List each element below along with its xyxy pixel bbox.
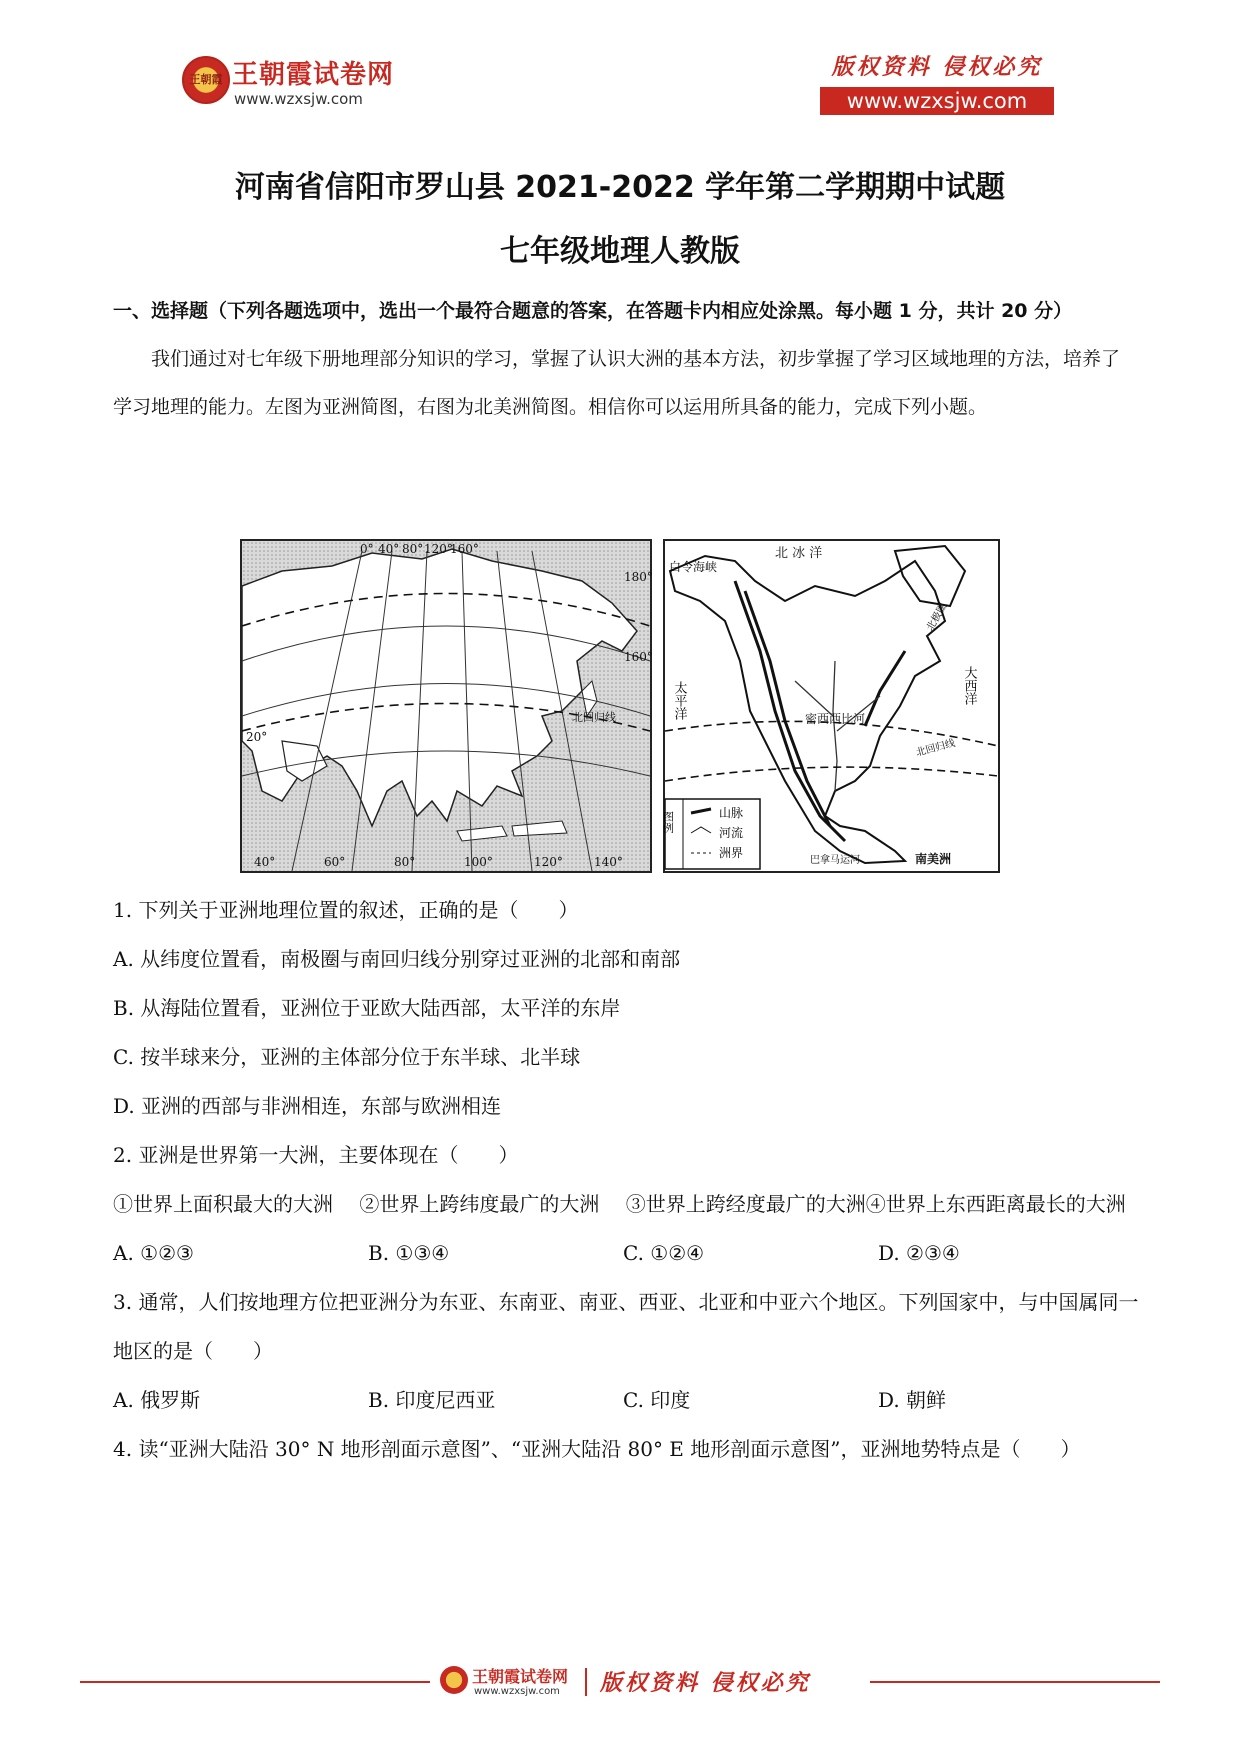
footer-url[interactable]: www.wzxsjw.com [474, 1686, 560, 1697]
label-mississippi: 密西西比河 [805, 712, 866, 726]
asia-top-label: 0° [360, 542, 374, 556]
seal-icon [440, 1666, 468, 1694]
asia-map-svg [242, 541, 653, 871]
section-heading: 一、选择题（下列各题选项中，选出一个最符合题意的答案，在答题卡内相应处涂黑。每小题 1 分，共计 20 分） [113, 300, 1073, 322]
footer-line-left [80, 1681, 430, 1683]
option-c[interactable]: C. 按半球来分，亚洲的主体部分位于东半球、北半球 [113, 1045, 581, 1069]
brand-name: 王朝霞试卷网 [232, 60, 395, 90]
asia-bottom-label: 80° [394, 855, 416, 869]
asia-top-label: 120° [424, 542, 453, 556]
option-d[interactable]: D. 朝鲜 [878, 1388, 947, 1412]
brand-url[interactable]: www.wzxsjw.com [234, 90, 363, 108]
asia-bottom-label: 60° [324, 855, 346, 869]
label-south-america: 南美洲 [915, 852, 952, 866]
asia-left-label: 20° [246, 730, 268, 744]
options-row [113, 1229, 1143, 1278]
questions [113, 886, 1143, 1474]
asia-map [240, 539, 652, 873]
legend-item: 洲界 [719, 846, 744, 860]
footer-divider [585, 1668, 587, 1696]
question-stem: 2. 亚洲是世界第一大洲，主要体现在（ ） [113, 1143, 519, 1167]
label-tropic: 北回归线 [914, 737, 957, 759]
legend-title: 图例 [661, 811, 675, 833]
option-a[interactable]: A. 俄罗斯 [113, 1388, 201, 1412]
question-stem: 4. 读“亚洲大陆沿 30° N 地形剖面示意图”、“亚洲大陆沿 80° E 地形剖面示意图”，亚洲地势特点是（ ） [113, 1437, 1081, 1461]
footer-line-right [870, 1681, 1160, 1683]
asia-bottom-label: 40° [254, 855, 276, 869]
label-arctic-circle: 北极圈 [924, 601, 950, 633]
option-b[interactable]: B. ①③④ [368, 1241, 450, 1265]
question-stem: 1. 下列关于亚洲地理位置的叙述，正确的是（ ） [113, 898, 579, 922]
seal-icon: 王朝霞 [182, 56, 230, 104]
label-panama: 巴拿马运河 [810, 855, 860, 866]
asia-tropic-label: 北回归线 [572, 711, 616, 724]
page-subtitle: 七年级地理人教版 [500, 234, 740, 269]
map-legend [662, 799, 761, 869]
option-a[interactable]: A. 从纬度位置看，南极圈与南回归线分别穿过亚洲的北部和南部 [113, 947, 681, 971]
asia-bottom-label: 120° [534, 855, 563, 869]
header-logo[interactable] [182, 54, 412, 114]
section-intro [113, 287, 1133, 431]
label-pacific: 太平洋 [671, 681, 687, 720]
legend-item: 山脉 [719, 806, 744, 820]
intro-paragraph: 我们通过对七年级下册地理部分知识的学习，掌握了认识大洲的基本方法，初步掌握了学习区域地理的方法，培养了学习地理的能力。左图为亚洲简图，右图为北美洲简图。相信你可以运用所具备的能力，完成下列小题。 [113, 348, 1121, 418]
page-title: 河南省信阳市罗山县 2021-2022 学年第二学期期中试题 [234, 170, 1006, 205]
question-4 [113, 1425, 1143, 1474]
asia-top-label: 160° [450, 542, 479, 556]
option-b[interactable]: B. 印度尼西亚 [368, 1388, 496, 1412]
asia-right-label: 180° [624, 570, 653, 584]
label-arctic: 北 冰 洋 [775, 546, 823, 561]
asia-right-label: 160° [624, 650, 653, 664]
footer-copyright: 版权资料 侵权必究 [600, 1670, 811, 1696]
maps-figure [240, 539, 1000, 877]
copyright-text: 版权资料 侵权必究 [831, 54, 1043, 80]
asia-bottom-label: 100° [464, 855, 493, 869]
legend-item: 河流 [719, 826, 744, 840]
question-statements: ①世界上面积最大的大洲 ②世界上跨纬度最广的大洲 ③世界上跨经度最广的大洲④世界上东西距离最长的大洲 [113, 1192, 1126, 1216]
option-d[interactable]: D. ②③④ [878, 1241, 960, 1265]
url-banner[interactable]: www.wzxsjw.com [820, 87, 1054, 115]
label-atlantic: 大西洋 [961, 666, 977, 705]
question-3 [113, 1278, 1143, 1425]
question-1 [113, 886, 1143, 1131]
options-row [113, 1376, 1143, 1425]
label-bering: 白令海峡 [669, 560, 718, 574]
asia-bottom-label: 140° [594, 855, 623, 869]
option-c[interactable]: C. ①②④ [623, 1241, 705, 1265]
header-copyright [820, 50, 1054, 115]
option-d[interactable]: D. 亚洲的西部与非洲相连，东部与欧洲相连 [113, 1094, 502, 1118]
footer-brand-name: 王朝霞试卷网 [472, 1667, 569, 1686]
option-c[interactable]: C. 印度 [623, 1388, 691, 1412]
na-map-svg [661, 541, 998, 871]
option-a[interactable]: A. ①②③ [113, 1241, 194, 1265]
asia-top-label: 80° [402, 542, 424, 556]
north-america-map [663, 539, 1000, 873]
option-b[interactable]: B. 从海陆位置看，亚洲位于亚欧大陆西部，太平洋的东岸 [113, 996, 621, 1020]
question-2 [113, 1131, 1143, 1278]
footer-brand [440, 1662, 900, 1702]
question-stem: 3. 通常，人们按地理方位把亚洲分为东亚、东南亚、南亚、西亚、北亚和中亚六个地区。下列国家中，与中国属同一地区的是（ ） [113, 1290, 1139, 1363]
footer [80, 1662, 1160, 1702]
asia-top-label: 40° [378, 542, 400, 556]
